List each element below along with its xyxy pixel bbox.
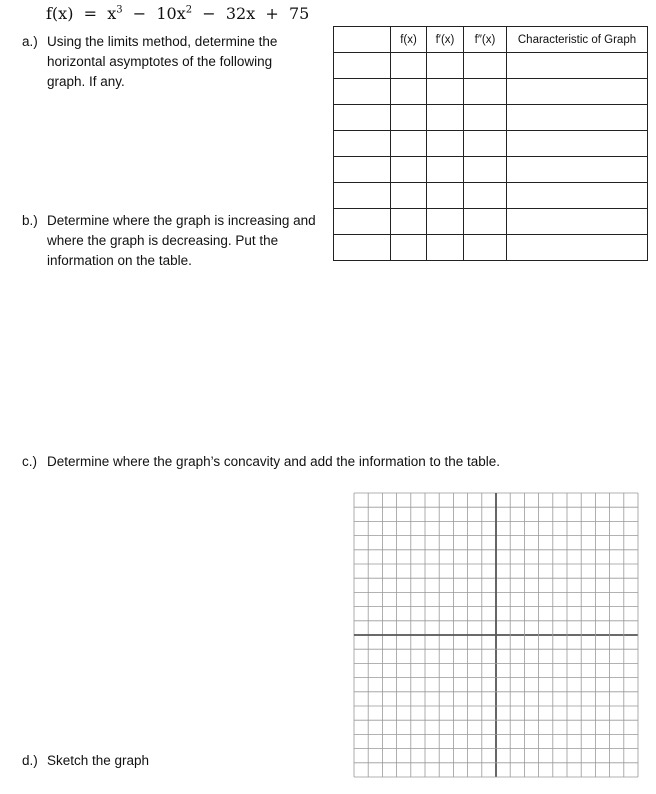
question-d-label: d.) xyxy=(22,753,38,768)
table-cell[interactable] xyxy=(391,131,427,157)
question-d xyxy=(22,751,222,771)
graph-paper[interactable] xyxy=(352,491,640,779)
table-cell[interactable] xyxy=(391,53,427,79)
table-cell[interactable] xyxy=(507,183,648,209)
table-cell[interactable] xyxy=(334,209,391,235)
table-cell[interactable] xyxy=(334,53,391,79)
formula-term-1: x xyxy=(107,4,117,23)
table-cell[interactable] xyxy=(464,79,507,105)
table-cell[interactable] xyxy=(427,131,464,157)
formula-lhs: f(x) xyxy=(46,4,74,23)
table-header-row xyxy=(334,27,648,53)
question-b-label: b.) xyxy=(22,213,38,228)
header-cell-characteristic: Characteristic of Graph xyxy=(507,27,648,53)
table-row xyxy=(334,79,648,105)
table-cell[interactable] xyxy=(391,157,427,183)
sign-chart-table xyxy=(333,26,648,261)
question-b-text: Determine where the graph is increasing and where the graph is decreasing. Put the information on the table. xyxy=(47,213,316,268)
table-row xyxy=(334,157,648,183)
table-cell[interactable] xyxy=(464,131,507,157)
formula-op-2: − xyxy=(202,4,216,23)
header-cell-f-double-prime: f″(x) xyxy=(464,27,507,53)
formula-op-1: − xyxy=(132,4,147,23)
table-row xyxy=(334,53,648,79)
formula-op-3: + xyxy=(265,4,279,23)
table-cell[interactable] xyxy=(464,105,507,131)
header-cell-f-prime: f′(x) xyxy=(427,27,464,53)
table-cell[interactable] xyxy=(391,235,427,261)
table-cell[interactable] xyxy=(507,209,648,235)
table-row xyxy=(334,183,648,209)
question-c-label: c.) xyxy=(22,454,37,469)
table-cell[interactable] xyxy=(464,235,507,261)
table-cell[interactable] xyxy=(427,183,464,209)
formula-equals: = xyxy=(83,4,98,23)
table-cell[interactable] xyxy=(334,79,391,105)
table-cell[interactable] xyxy=(334,131,391,157)
table-cell[interactable] xyxy=(507,131,648,157)
table-cell[interactable] xyxy=(391,79,427,105)
table-row xyxy=(334,235,648,261)
table-cell[interactable] xyxy=(334,105,391,131)
table-row xyxy=(334,105,648,131)
question-c xyxy=(22,452,582,472)
table-cell[interactable] xyxy=(391,105,427,131)
function-formula xyxy=(46,4,309,23)
question-a-text: Using the limits method, determine the horizontal asymptotes of the following graph. If any. xyxy=(47,34,278,89)
table-cell[interactable] xyxy=(507,235,648,261)
header-cell-interval xyxy=(334,27,391,53)
table-cell[interactable] xyxy=(507,157,648,183)
table-cell[interactable] xyxy=(427,209,464,235)
formula-exp-1: 3 xyxy=(116,4,123,16)
table-cell[interactable] xyxy=(427,53,464,79)
table-cell[interactable] xyxy=(464,53,507,79)
formula-term-3: 32x xyxy=(225,4,256,23)
question-c-text: Determine where the graph’s concavity and add the information to the table. xyxy=(47,454,501,469)
formula-term-4: 75 xyxy=(289,4,310,23)
formula-term-2: 10x xyxy=(156,4,186,23)
table-cell[interactable] xyxy=(427,157,464,183)
table-row xyxy=(334,209,648,235)
table-cell[interactable] xyxy=(391,183,427,209)
table-row xyxy=(334,131,648,157)
table-cell[interactable] xyxy=(507,105,648,131)
table-cell[interactable] xyxy=(427,105,464,131)
table-cell[interactable] xyxy=(507,53,648,79)
question-a xyxy=(22,32,312,92)
table-cell[interactable] xyxy=(334,235,391,261)
table-cell[interactable] xyxy=(427,79,464,105)
question-d-text: Sketch the graph xyxy=(47,753,150,768)
table-cell[interactable] xyxy=(507,79,648,105)
table-cell[interactable] xyxy=(334,157,391,183)
table-cell[interactable] xyxy=(334,183,391,209)
table-cell[interactable] xyxy=(391,209,427,235)
question-a-label: a.) xyxy=(22,34,38,49)
table-cell[interactable] xyxy=(464,209,507,235)
table-cell[interactable] xyxy=(464,183,507,209)
table-cell[interactable] xyxy=(464,157,507,183)
question-b xyxy=(22,211,322,271)
formula-exp-2: 2 xyxy=(185,4,193,16)
header-cell-f: f(x) xyxy=(391,27,427,53)
table-cell[interactable] xyxy=(427,235,464,261)
